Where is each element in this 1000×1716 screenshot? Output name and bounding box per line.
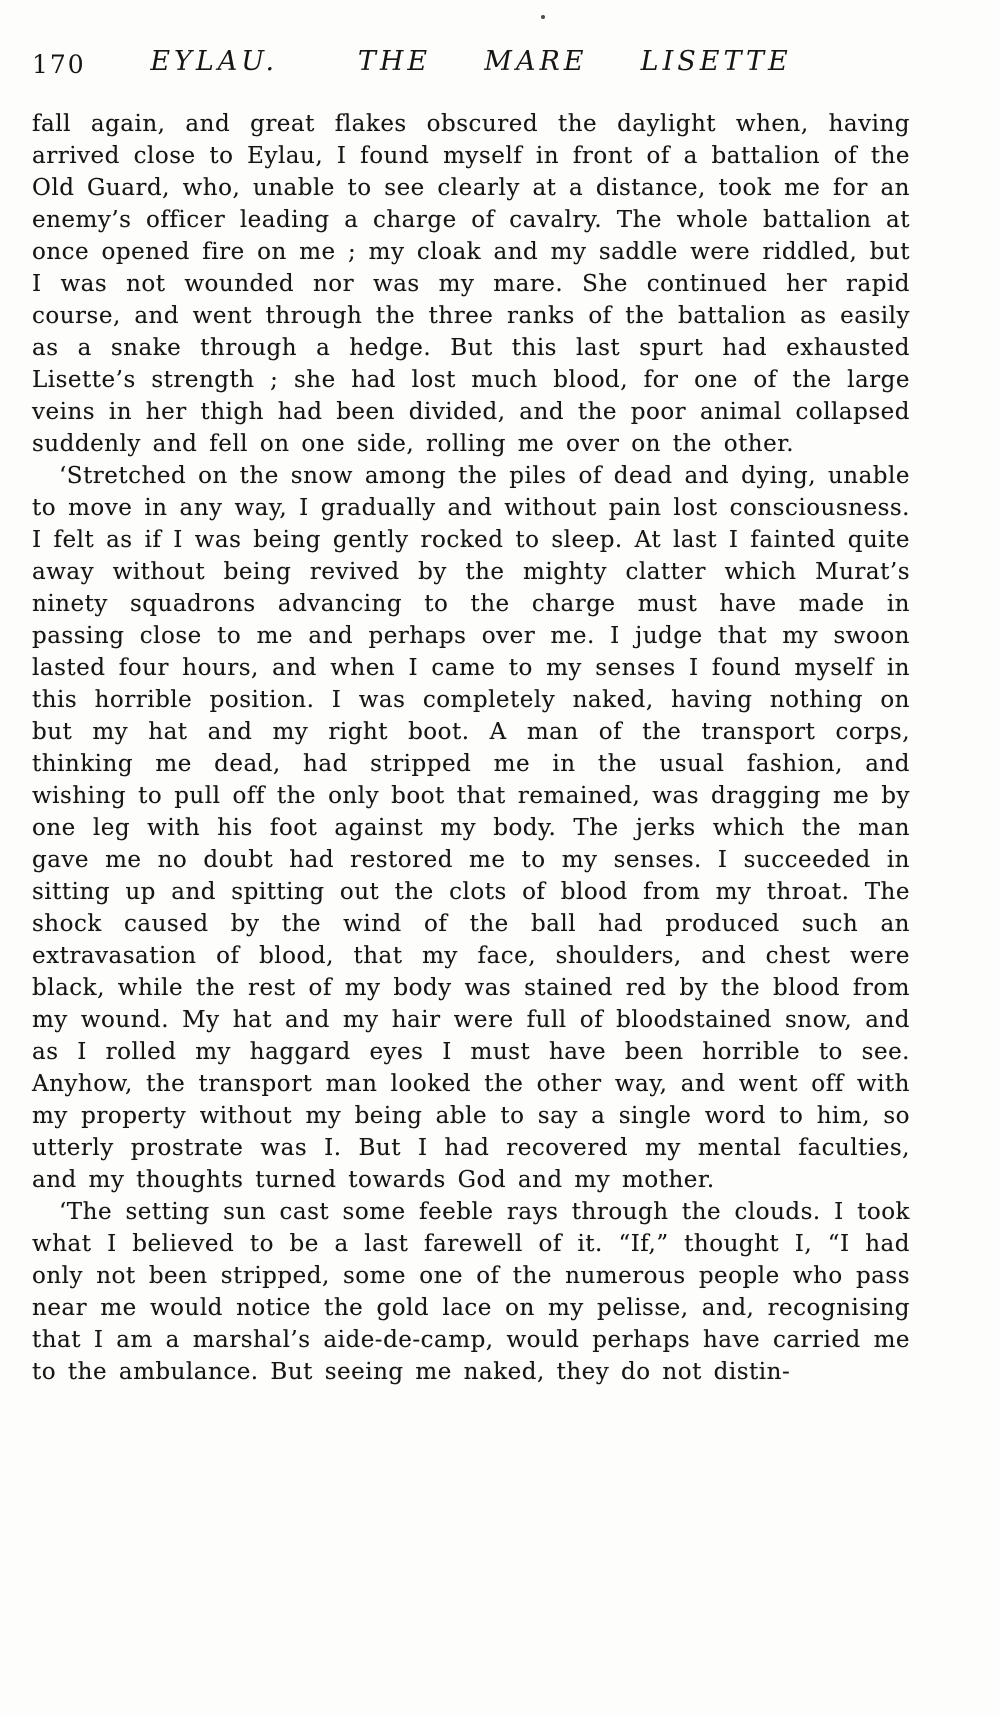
paragraph: fall again, and great flakes obscured the daylight when, having arrived close to Eylau, I found myself in front of a battalion of the Old Guard, who, unable to see clearly at a distance, took me for an enemy’s officer leading a charge of cavalry. The whole battalion at once opened fire on me ; my cloak and my saddle were riddled, but I was not wounded nor was my mare. She continued her rapid course, and went through the three ranks of the battalion as easily as a snake through a hedge. But this last spurt had exhausted Lisette’s strength ; she had lost much blood, for one of the large veins in her thigh had been divided, and the poor animal collapsed suddenly and fell on one side, rolling me over on the other. xyxy=(32,111,910,457)
paragraph: ‘Stretched on the snow among the piles of dead and dying, unable to move in any way, I gradually and without pain lost consciousness. I felt as if I was being gently rocked to sleep. At last I fainted quite away without being revived by the mighty clatter which Murat’s ninety squadrons advancing to the charge must have made in passing close to me and perhaps over me. I judge that my swoon lasted four hours, and when I came to my senses I found myself in this horrible position. I was completely naked, having nothing on but my hat and my right boot. A man of the transport corps, thinking me dead, had stripped me in the usual fashion, and wishing to pull off the only boot that remained, was dragging me by one leg with his foot against my body. The jerks which the man gave me no doubt had restored me to my senses. I succeeded in sitting up and spitting out the clots of blood from my throat. The shock caused by the wind of the ball had produced such an extravasation of blood, that my face, shoulders, and chest were black, while the rest of my body was stained red by the blood from my wound. My hat and my hair were full of bloodstained snow, and as I rolled my haggard eyes I must have been horrible to see. Anyhow, the transport man looked the other way, and went off with my property without my being able to say a single word to him, so utterly prostrate was I. But I had recovered my mental faculties, and my thoughts turned towards God and my mother. xyxy=(32,463,910,1193)
page-header xyxy=(32,44,910,84)
paragraph: ‘The setting sun cast some feeble rays through the clouds. I took what I believed to be a last farewell of it. “If,” thought I, “I had only not been stripped, some one of the numerous people who pass near me would notice the gold lace on my pelisse, and, recognising that I am a marshal’s aide-de-camp, would perhaps have carried me to the ambulance. But seeing me naked, they do not distin- xyxy=(32,1199,910,1385)
scan-artifact xyxy=(541,15,545,19)
page-body xyxy=(32,108,910,1388)
page-number: 170 xyxy=(32,50,86,79)
running-head: EYLAU. THE MARE LISETTE xyxy=(150,46,792,77)
